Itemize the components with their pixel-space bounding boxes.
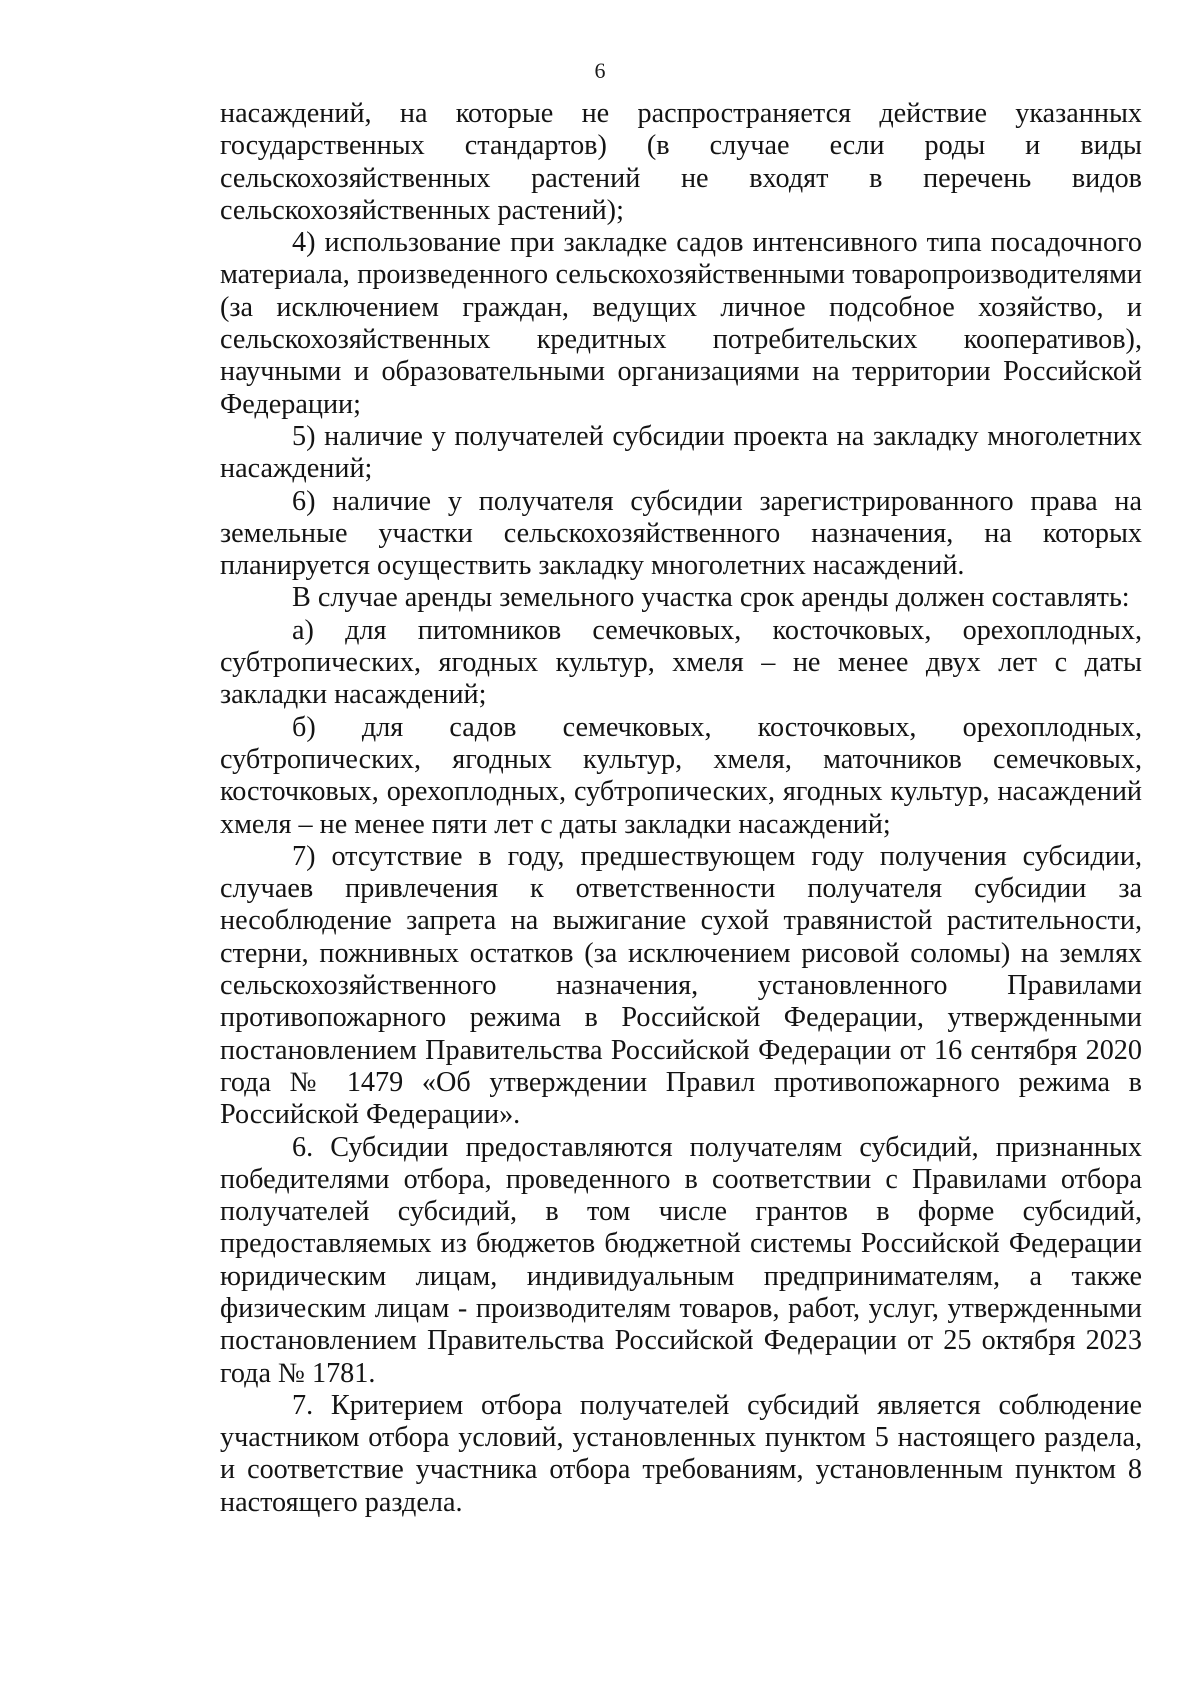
page-number: 6: [594, 58, 606, 83]
paragraph-subitem-a: а) для питомников семечковых, косточковых, орехоплодных, субтропических, ягодных культур, хмеля – не менее двух лет с даты закладки насаждений;: [220, 614, 1142, 711]
paragraph-clause-6: 6. Субсидии предоставляются получателям субсидий, признанных победителями отбора, проведенного в соответствии с Правилами отбора получателей субсидий, в том числе грантов в форме субсидий, предоставляемых из бюджетов бюджетной системы Российской Федерации юридическим лицам, индивидуальным предпринимателям, а также физическим лицам - производителям товаров, работ, услуг, утвержденными постановлением Правительства Российской Федерации от 25 октября 2023 года № 1781.: [220, 1131, 1142, 1389]
paragraph-clause-7: 7. Критерием отбора получателей субсидий является соблюдение участником отбора условий, установленных пунктом 5 настоящего раздела, и соответствие участника отбора требованиям, установленным пунктом 8 настоящего раздела.: [220, 1389, 1142, 1518]
paragraph-item-5: 5) наличие у получателей субсидии проекта на закладку многолетних насаждений;: [220, 420, 1142, 485]
paragraph-item-4: 4) использование при закладке садов интенсивного типа посадочного материала, произведенного сельскохозяйственными товаропроизводителями (за исключением граждан, ведущих личное подсобное хозяйство, и сельскохозяйственных кредитных потребительских кооперативов), научными и образовательными организациями на территории Российской Федерации;: [220, 227, 1142, 420]
paragraph-continuation: насаждений, на которые не распространяется действие указанных государственных стандартов) (в случае если роды и виды сельскохозяйственных растений не входят в перечень видов сельскохозяйственных растений);: [220, 98, 1142, 226]
paragraph-item-6: 6) наличие у получателя субсидии зарегистрированного права на земельные участки сельскохозяйственного назначения, на которых планируется осуществить закладку многолетних насаждений.: [220, 485, 1142, 582]
document-body: [220, 98, 1142, 1519]
paragraph-subitem-b: б) для садов семечковых, косточковых, орехоплодных, субтропических, ягодных культур, хмеля, маточников семечковых, косточковых, орехоплодных, субтропических, ягодных культур, насаждений хмеля – не менее пяти лет с даты закладки насаждений;: [220, 711, 1142, 840]
paragraph-item-7: 7) отсутствие в году, предшествующем году получения субсидии, случаев привлечения к ответственности получателя субсидии за несоблюдение запрета на выжигание сухой травянистой растительности, стерни, пожнивных остатков (за исключением рисовой соломы) на землях сельскохозяйственного назначения, установленного Правилами противопожарного режима в Российской Федерации, утвержденными постановлением Правительства Российской Федерации от 16 сентября 2020 года № 1479 «Об утверждении Правил противопожарного режима в Российской Федерации».: [220, 840, 1142, 1131]
paragraph-lease-term: В случае аренды земельного участка срок аренды должен составлять:: [292, 582, 1130, 614]
